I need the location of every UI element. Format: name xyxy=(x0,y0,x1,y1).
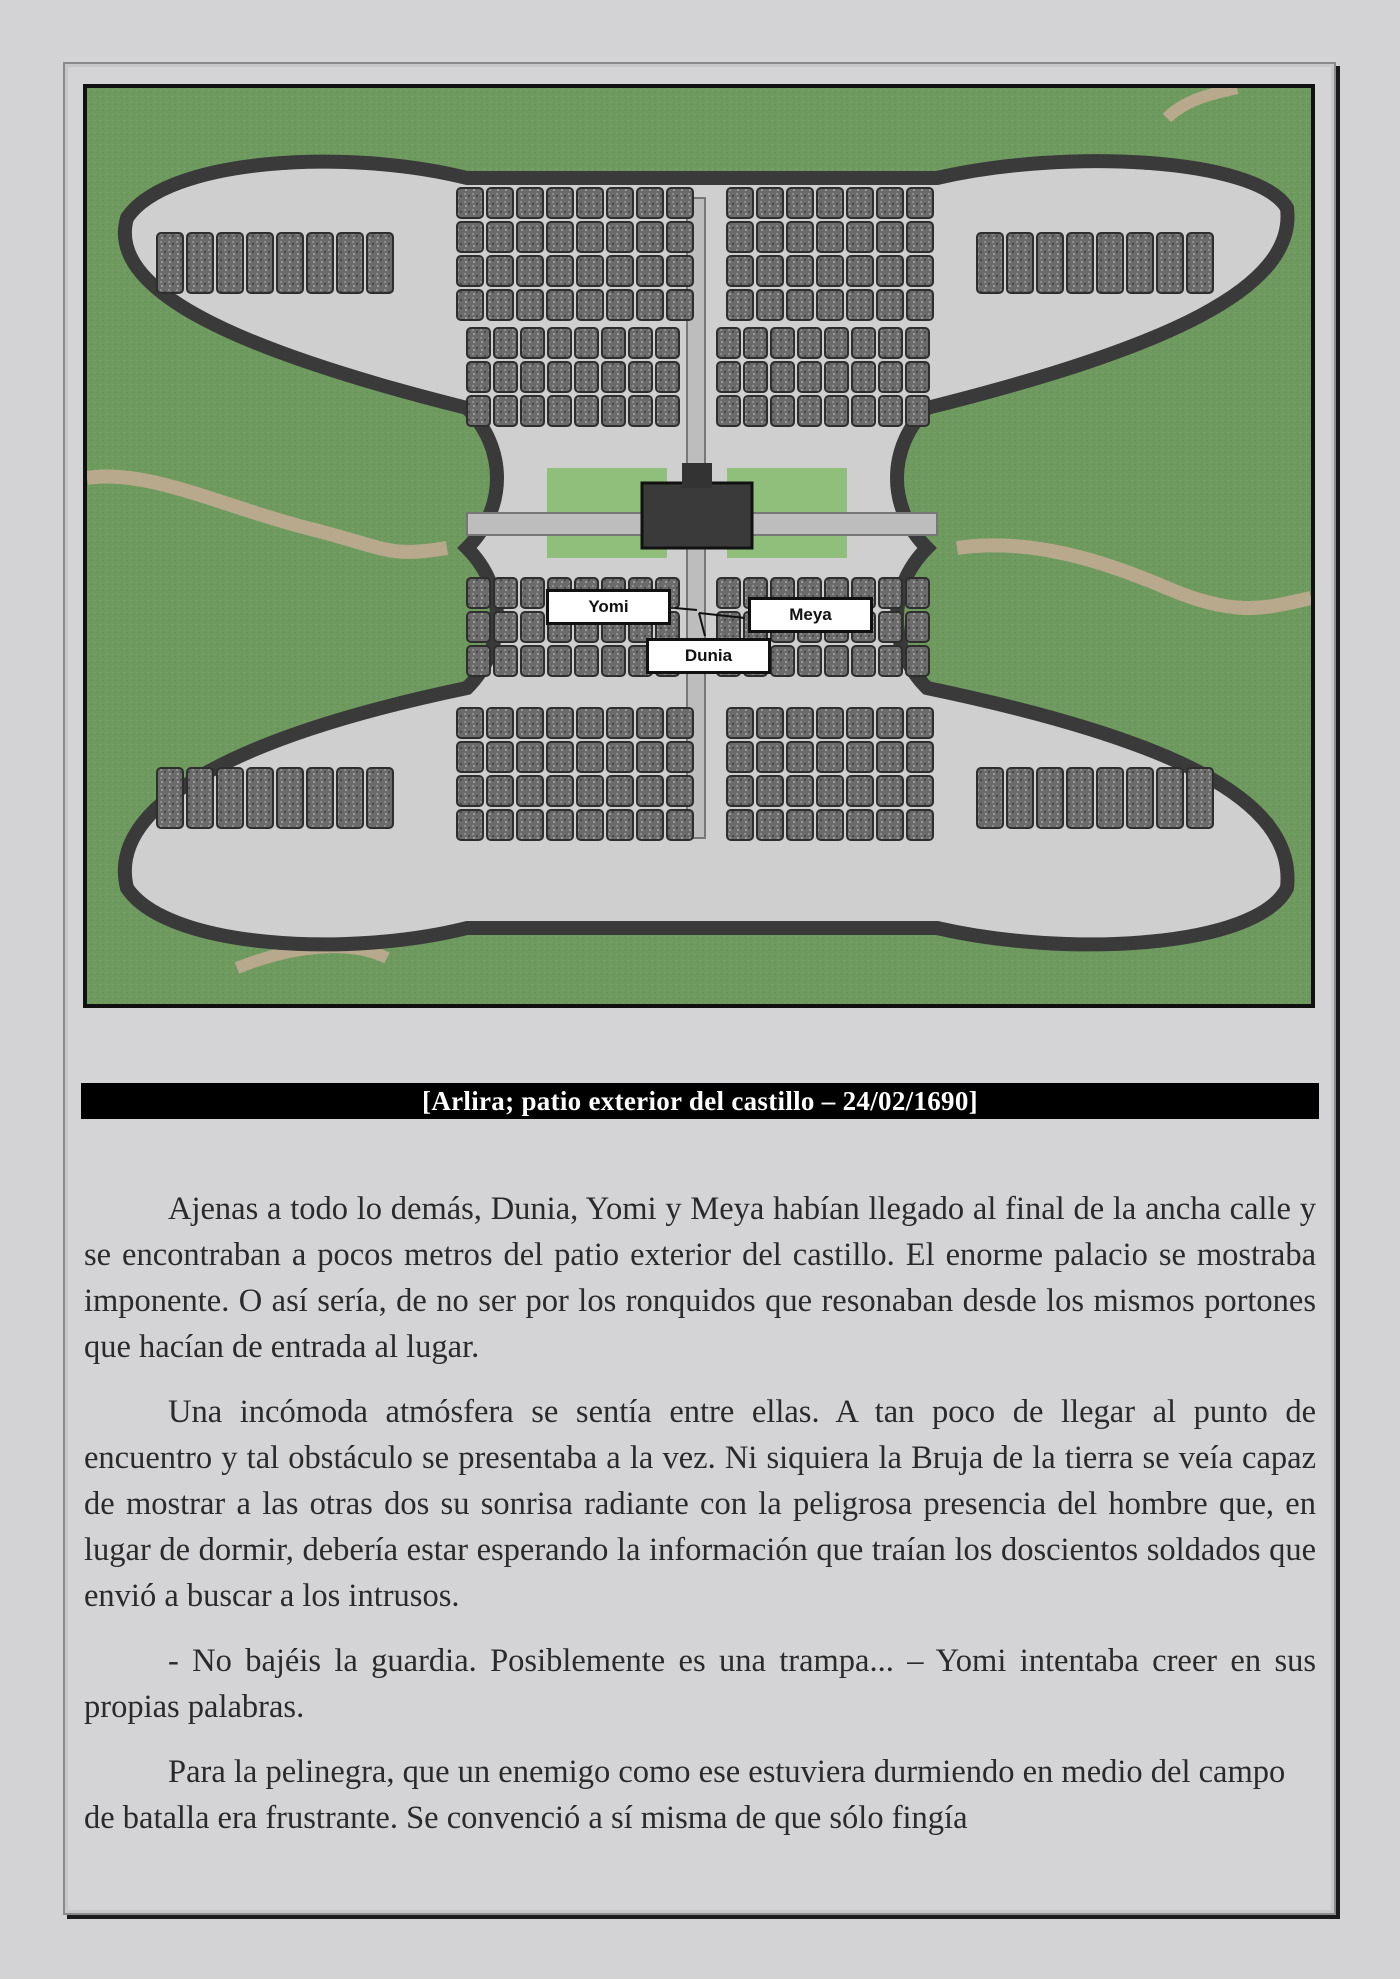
building-block xyxy=(817,776,843,806)
building-block xyxy=(877,708,903,738)
building-block xyxy=(817,256,843,286)
building-block xyxy=(877,256,903,286)
building-block xyxy=(457,742,483,772)
building-block xyxy=(798,646,821,676)
building-block xyxy=(877,222,903,252)
building-block xyxy=(907,708,933,738)
building-block xyxy=(825,646,848,676)
building-block xyxy=(798,396,821,426)
building-block xyxy=(548,396,571,426)
building-block xyxy=(577,222,603,252)
building-block xyxy=(817,290,843,320)
map-label-meya: Meya xyxy=(748,597,873,633)
building-block xyxy=(852,396,875,426)
building-block xyxy=(337,233,363,293)
building-block xyxy=(337,768,363,828)
building-block xyxy=(852,362,875,392)
building-block xyxy=(717,396,740,426)
building-block xyxy=(879,362,902,392)
building-block xyxy=(977,768,1003,828)
building-block xyxy=(602,396,625,426)
building-block xyxy=(667,810,693,840)
building-block xyxy=(906,362,929,392)
building-block xyxy=(727,708,753,738)
building-block xyxy=(467,396,490,426)
building-block xyxy=(727,742,753,772)
building-block xyxy=(494,362,517,392)
building-block xyxy=(757,742,783,772)
building-block xyxy=(367,233,393,293)
building-block xyxy=(521,362,544,392)
building-block xyxy=(667,188,693,218)
building-block xyxy=(547,742,573,772)
building-block xyxy=(521,646,544,676)
building-block xyxy=(457,776,483,806)
building-block xyxy=(367,768,393,828)
building-block xyxy=(637,256,663,286)
building-block xyxy=(494,612,517,642)
building-block xyxy=(577,708,603,738)
building-block xyxy=(487,708,513,738)
building-block xyxy=(1127,768,1153,828)
building-block xyxy=(907,290,933,320)
building-block xyxy=(548,328,571,358)
building-block xyxy=(575,362,598,392)
building-block xyxy=(457,188,483,218)
building-block xyxy=(771,396,794,426)
building-block xyxy=(667,290,693,320)
building-block xyxy=(787,708,813,738)
story-text xyxy=(84,1186,1316,1860)
building-block xyxy=(307,233,333,293)
building-block xyxy=(457,222,483,252)
building-block xyxy=(847,256,873,286)
building-block xyxy=(467,612,490,642)
building-block xyxy=(548,362,571,392)
building-block xyxy=(771,362,794,392)
building-block xyxy=(787,290,813,320)
building-block xyxy=(637,708,663,738)
building-block xyxy=(577,742,603,772)
building-block xyxy=(637,810,663,840)
building-block xyxy=(907,810,933,840)
building-block xyxy=(906,646,929,676)
building-block xyxy=(577,810,603,840)
building-block xyxy=(656,396,679,426)
building-block xyxy=(521,396,544,426)
building-block xyxy=(757,776,783,806)
building-block xyxy=(717,328,740,358)
building-block xyxy=(717,578,740,608)
building-block xyxy=(1157,768,1183,828)
building-block xyxy=(906,612,929,642)
building-block xyxy=(847,742,873,772)
building-block xyxy=(467,646,490,676)
building-block xyxy=(577,290,603,320)
building-block xyxy=(517,708,543,738)
building-block xyxy=(879,396,902,426)
building-block xyxy=(847,222,873,252)
building-block xyxy=(548,646,571,676)
building-block xyxy=(547,708,573,738)
building-block xyxy=(457,708,483,738)
building-block xyxy=(907,776,933,806)
building-block xyxy=(607,256,633,286)
building-block xyxy=(637,222,663,252)
paragraph-1: Ajenas a todo lo demás, Dunia, Yomi y Meya habían llegado al final de la ancha calle y se encontraban a pocos metros del patio exterior del castillo. El enorme palacio se mostraba imponente. O así sería, de no ser por los ronquidos que resonaban desde los mismos portones que hacían de entrada al lugar. xyxy=(84,1191,1316,1365)
building-block xyxy=(487,742,513,772)
map-label-yomi: Yomi xyxy=(546,589,671,625)
building-block xyxy=(187,768,213,828)
map-label-dunia: Dunia xyxy=(646,638,771,674)
building-block xyxy=(877,188,903,218)
building-block xyxy=(744,396,767,426)
building-block xyxy=(467,362,490,392)
building-block xyxy=(727,776,753,806)
building-block xyxy=(817,810,843,840)
building-block xyxy=(547,222,573,252)
building-block xyxy=(787,222,813,252)
building-block xyxy=(744,328,767,358)
building-block xyxy=(977,233,1003,293)
building-block xyxy=(1067,768,1093,828)
building-block xyxy=(517,222,543,252)
building-block xyxy=(787,188,813,218)
paragraph-3: - No bajéis la guardia. Posiblemente es una trampa... – Yomi intentaba creer en sus propias palabras. xyxy=(84,1643,1316,1725)
building-block xyxy=(607,776,633,806)
building-block xyxy=(656,362,679,392)
castle-tower xyxy=(682,463,712,488)
building-block xyxy=(744,362,767,392)
building-block xyxy=(879,646,902,676)
building-block xyxy=(879,612,902,642)
building-block xyxy=(307,768,333,828)
building-block xyxy=(457,810,483,840)
building-block xyxy=(575,396,598,426)
building-block xyxy=(602,362,625,392)
building-block xyxy=(825,362,848,392)
castle-map-illustration xyxy=(87,88,1311,1004)
building-block xyxy=(879,328,902,358)
building-block xyxy=(607,708,633,738)
building-block xyxy=(487,810,513,840)
building-block xyxy=(1067,233,1093,293)
scene-heading: [Arlira; patio exterior del castillo – 24/02/1690] xyxy=(81,1083,1319,1119)
building-block xyxy=(771,646,794,676)
building-block xyxy=(547,810,573,840)
building-block xyxy=(727,256,753,286)
building-block xyxy=(157,233,183,293)
building-block xyxy=(1007,233,1033,293)
building-block xyxy=(906,578,929,608)
building-block xyxy=(667,776,693,806)
building-block xyxy=(907,222,933,252)
building-block xyxy=(727,810,753,840)
castle-keep xyxy=(642,483,752,548)
building-block xyxy=(517,256,543,286)
building-block xyxy=(629,396,652,426)
building-block xyxy=(1187,768,1213,828)
building-block xyxy=(517,290,543,320)
building-block xyxy=(157,768,183,828)
building-block xyxy=(1187,233,1213,293)
building-block xyxy=(277,768,303,828)
building-block xyxy=(629,328,652,358)
building-block xyxy=(727,188,753,218)
building-block xyxy=(637,188,663,218)
building-block xyxy=(467,578,490,608)
building-block xyxy=(877,742,903,772)
building-block xyxy=(757,810,783,840)
building-block xyxy=(847,810,873,840)
building-block xyxy=(637,290,663,320)
building-block xyxy=(906,328,929,358)
building-block xyxy=(817,222,843,252)
building-block xyxy=(577,256,603,286)
building-block xyxy=(547,256,573,286)
building-block xyxy=(667,742,693,772)
building-block xyxy=(1037,768,1063,828)
building-block xyxy=(1007,768,1033,828)
building-block xyxy=(547,290,573,320)
building-block xyxy=(517,188,543,218)
paragraph-2: Una incómoda atmósfera se sentía entre ellas. A tan poco de llegar al punto de encuentro y tal obstáculo se presentaba a la vez. Ni siquiera la Bruja de la tierra se veía capaz de mostrar a las otras dos su sonrisa radiante con la peligrosa presencia del hombre que, en lugar de dormir, debería estar esperando la información que traían los doscientos soldados que envió a buscar a los intrusos. xyxy=(84,1394,1316,1614)
building-block xyxy=(907,256,933,286)
building-block xyxy=(825,396,848,426)
building-block xyxy=(877,810,903,840)
building-block xyxy=(457,256,483,286)
building-block xyxy=(521,328,544,358)
building-block xyxy=(847,290,873,320)
building-block xyxy=(757,222,783,252)
building-block xyxy=(517,810,543,840)
building-block xyxy=(607,290,633,320)
building-block xyxy=(607,742,633,772)
building-block xyxy=(457,290,483,320)
building-block xyxy=(787,256,813,286)
building-block xyxy=(817,708,843,738)
building-block xyxy=(667,708,693,738)
building-block xyxy=(487,256,513,286)
building-block xyxy=(757,290,783,320)
building-block xyxy=(517,742,543,772)
building-block xyxy=(517,776,543,806)
building-block xyxy=(667,222,693,252)
paragraph-4: Para la pelinegra, que un enemigo como ese estuviera durmiendo en medio del campo de batalla era frustrante. Se convenció a sí misma de que sólo fingía xyxy=(84,1754,1286,1836)
building-block xyxy=(771,328,794,358)
building-block xyxy=(547,188,573,218)
building-block xyxy=(575,646,598,676)
building-block xyxy=(217,233,243,293)
building-block xyxy=(879,578,902,608)
building-block xyxy=(277,233,303,293)
building-block xyxy=(852,328,875,358)
building-block xyxy=(577,776,603,806)
building-block xyxy=(798,362,821,392)
building-block xyxy=(847,188,873,218)
building-block xyxy=(717,362,740,392)
building-block xyxy=(494,578,517,608)
building-block xyxy=(602,328,625,358)
building-block xyxy=(187,233,213,293)
building-block xyxy=(629,362,652,392)
building-block xyxy=(817,742,843,772)
building-block xyxy=(817,188,843,218)
building-block xyxy=(637,776,663,806)
building-block xyxy=(1097,768,1123,828)
building-block xyxy=(1157,233,1183,293)
building-block xyxy=(494,646,517,676)
building-block xyxy=(847,708,873,738)
building-block xyxy=(727,290,753,320)
building-block xyxy=(637,742,663,772)
building-block xyxy=(521,578,544,608)
building-block xyxy=(607,188,633,218)
castle-map xyxy=(83,84,1315,1008)
building-block xyxy=(787,810,813,840)
building-block xyxy=(247,233,273,293)
building-block xyxy=(487,188,513,218)
building-block xyxy=(787,776,813,806)
building-block xyxy=(494,328,517,358)
building-block xyxy=(494,396,517,426)
building-block xyxy=(487,776,513,806)
building-block xyxy=(877,290,903,320)
building-block xyxy=(656,328,679,358)
building-block xyxy=(757,256,783,286)
building-block xyxy=(1127,233,1153,293)
building-block xyxy=(727,222,753,252)
building-block xyxy=(217,768,243,828)
building-block xyxy=(757,708,783,738)
building-block xyxy=(667,256,693,286)
building-block xyxy=(798,328,821,358)
building-block xyxy=(575,328,598,358)
building-block xyxy=(247,768,273,828)
building-block xyxy=(852,646,875,676)
building-block xyxy=(607,810,633,840)
building-block xyxy=(467,328,490,358)
building-block xyxy=(547,776,573,806)
building-block xyxy=(907,188,933,218)
building-block xyxy=(521,612,544,642)
building-block xyxy=(577,188,603,218)
building-block xyxy=(847,776,873,806)
building-block xyxy=(825,328,848,358)
building-block xyxy=(602,646,625,676)
building-block xyxy=(877,776,903,806)
building-block xyxy=(907,742,933,772)
building-block xyxy=(787,742,813,772)
building-block xyxy=(1037,233,1063,293)
building-block xyxy=(906,396,929,426)
building-block xyxy=(607,222,633,252)
building-block xyxy=(487,222,513,252)
building-block xyxy=(487,290,513,320)
building-block xyxy=(1097,233,1123,293)
building-block xyxy=(757,188,783,218)
